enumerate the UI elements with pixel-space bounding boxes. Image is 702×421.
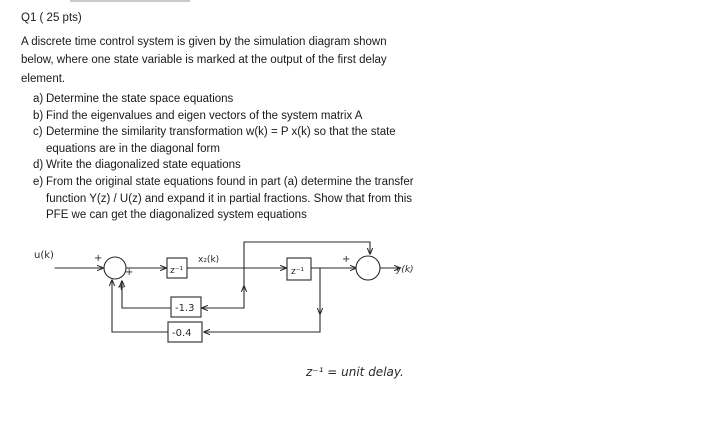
- part-item: [33, 91, 428, 108]
- feedforward-path: [244, 242, 370, 268]
- feedback-path-2: [204, 268, 320, 332]
- delay1-label: z⁻¹: [170, 266, 184, 276]
- question-title: Q1 ( 25 pts): [21, 12, 82, 24]
- part-mark: d): [33, 159, 44, 172]
- part-mark: c): [33, 126, 43, 139]
- question-intro: A discrete time control system is given by the simulation diagram shown below, where one state variable is marked at the output of the first delay element.: [21, 36, 387, 85]
- part-text: Write the diagonalized state equations: [46, 159, 241, 172]
- plus-sign-4: +: [342, 254, 351, 265]
- simulation-diagram: [0, 230, 702, 421]
- delay-legend: z⁻¹ = unit delay.: [306, 365, 404, 379]
- part-mark: b): [33, 109, 44, 122]
- part-text: Determine the state space equations: [46, 93, 234, 105]
- part-item: [33, 157, 428, 174]
- feedback-path-1: [202, 268, 244, 308]
- delay2-label: z⁻¹: [291, 267, 305, 277]
- feedback-return-1: [122, 281, 171, 308]
- cropped-header-line: [70, 0, 190, 2]
- part-text: Determine the similarity transformation w(k) = P x(k) so that the state equations are in the diagonal form: [46, 126, 396, 155]
- plus-sign-1: +: [94, 253, 103, 264]
- part-mark: a): [33, 93, 44, 105]
- plus-sign-3: +: [117, 282, 126, 293]
- part-mark: e): [33, 175, 44, 188]
- summing-junction-1: [104, 257, 126, 279]
- part-text: From the original state equations found in part (a) determine the transfer function Y(z) / U(z) and expand it in partial fractions. Show that from this PFE we can get the diagonalized system equations: [46, 175, 414, 222]
- state-label: x₂(k): [198, 255, 220, 265]
- plus-sign-2: +: [125, 267, 134, 278]
- part-item: [33, 174, 428, 224]
- output-label: y(k): [396, 265, 414, 275]
- gain1-label: -1.3: [175, 303, 195, 314]
- question-parts-list: [33, 91, 428, 224]
- gain2-label: -0.4: [172, 328, 192, 339]
- summing-junction-2: [356, 256, 380, 280]
- part-item: [33, 108, 428, 125]
- input-label: u(k): [34, 250, 54, 261]
- part-text: Find the eigenvalues and eigen vectors of the system matrix A: [46, 109, 363, 122]
- part-item: [33, 124, 428, 157]
